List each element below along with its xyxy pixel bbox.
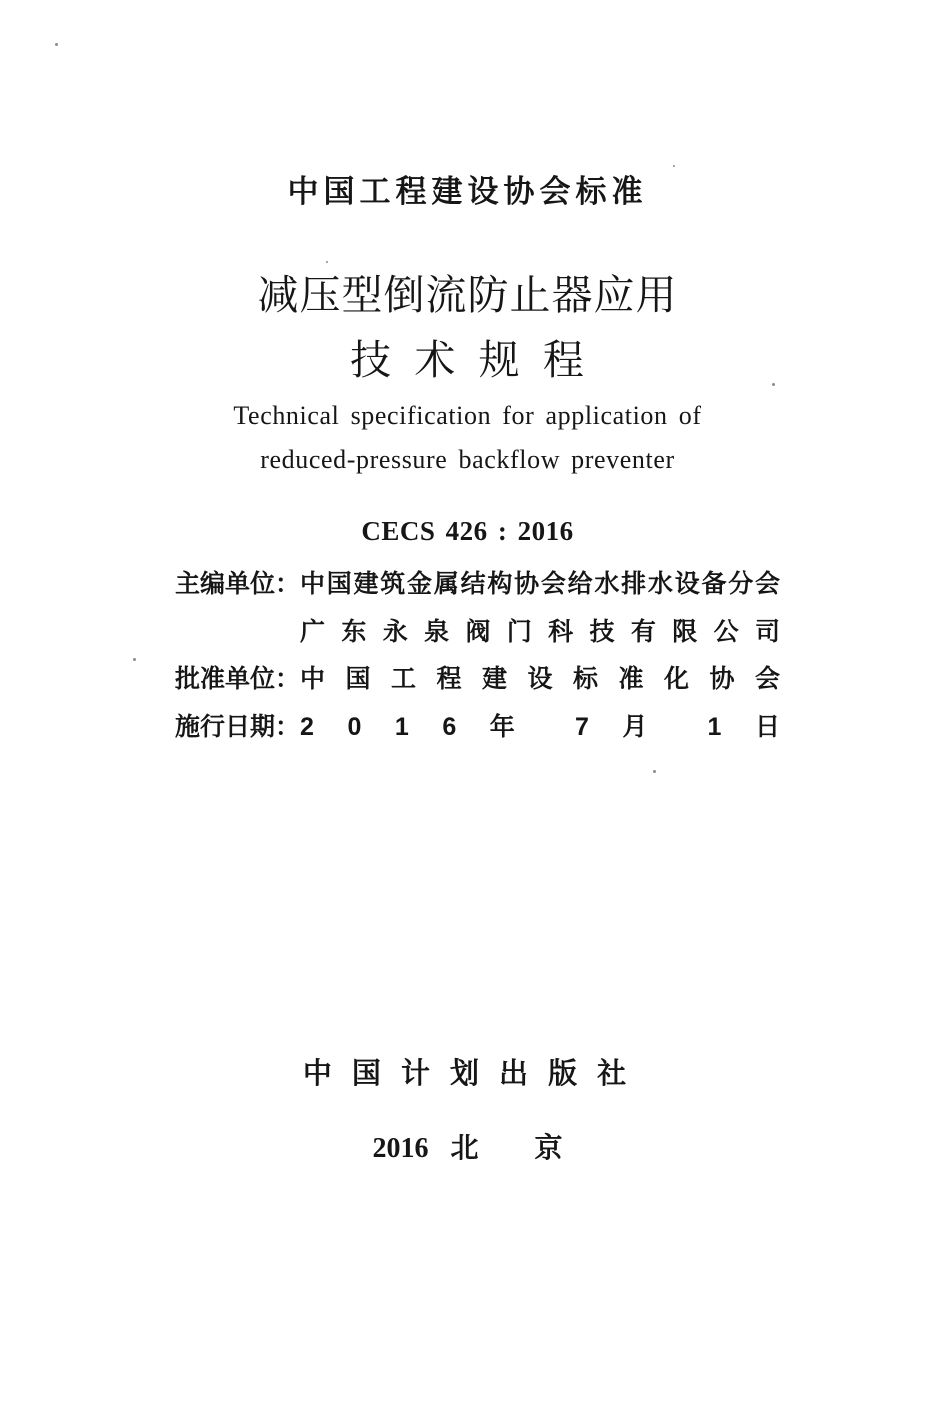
- imprint-line-chief-editor: [175, 561, 780, 609]
- chief-editor-label: 主编单位：: [175, 570, 301, 598]
- scan-speck: [326, 261, 328, 263]
- publication-city-first-char: 北: [450, 1132, 479, 1163]
- title-english-line2: reduced-pressure backflow preventer: [260, 445, 675, 474]
- imprint-line-effective-date: [175, 704, 780, 752]
- imprint-line-approver: [175, 656, 780, 704]
- publication-city-second-char: 京: [534, 1132, 563, 1163]
- scan-speck: [133, 658, 136, 661]
- standard-code: CECS 426 : 2016: [361, 516, 574, 546]
- imprint-block: [175, 561, 780, 751]
- chief-editor-value: 中国建筑金属结构协会给水排水设备分会: [300, 570, 780, 598]
- effective-date-value: 2 0 1 6 年 7 月 1 日: [300, 712, 780, 741]
- title-chinese-line1: 减压型倒流防止器应用: [257, 272, 678, 318]
- scan-speck: [653, 770, 656, 773]
- scan-speck: [772, 383, 775, 386]
- publication-year: 2016: [372, 1133, 429, 1164]
- approver-value: 中 国 工 程 建 设 标 准 化 协 会: [300, 665, 780, 693]
- effective-date-label: 施行日期：: [175, 712, 301, 741]
- publication-year-city: [0, 1126, 935, 1166]
- approver-label: 批准单位：: [175, 665, 301, 693]
- title-english-line1: Technical specification for application of: [233, 401, 702, 430]
- chief-editor-value-cont: 广 东 永 泉 阀 门 科 技 有 限 公 司: [300, 617, 780, 646]
- scan-speck: [673, 165, 675, 167]
- title-chinese-line2: 技 术 规 程: [350, 337, 585, 383]
- imprint-label-spacer: [175, 609, 300, 657]
- association-standard-label: 中国工程建设协会标准: [287, 174, 648, 209]
- imprint-line-chief-editor-cont: [175, 609, 780, 657]
- publisher-name: 中 国 计 划 出 版 社: [302, 1058, 633, 1090]
- scan-speck: [55, 43, 58, 46]
